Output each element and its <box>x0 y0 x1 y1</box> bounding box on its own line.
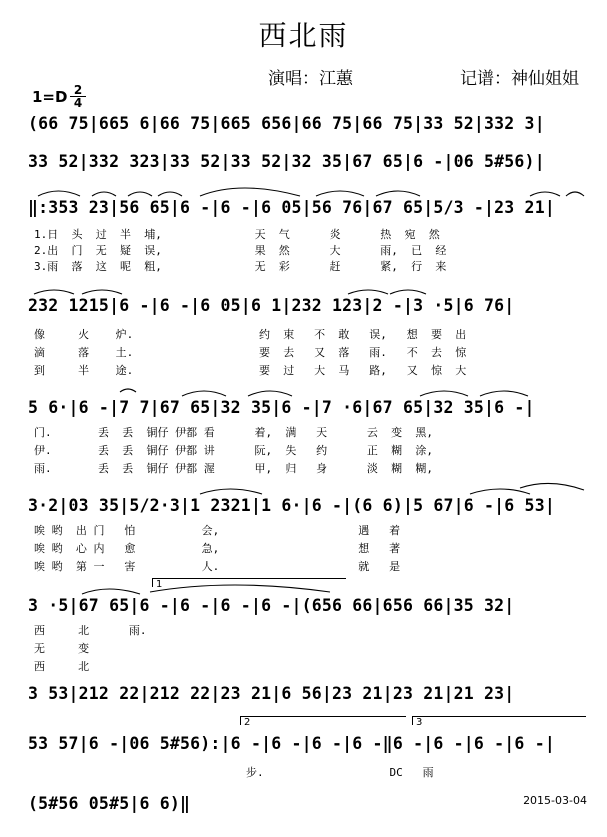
key-signature: 1=D <box>32 88 68 106</box>
lyric-v3-e: 西 北 <box>34 660 90 673</box>
score-line-8: 3 53|212 22|212 22|23 21|6 56|23 21|23 21|21 23| <box>28 684 515 703</box>
lyric-v1-b: 像 火 炉. 约 束 不 敢 误, 想 要 出 <box>34 328 467 341</box>
singer-credit: 演唱：江蕙 <box>268 69 353 89</box>
time-bottom: 4 <box>73 96 83 110</box>
slur <box>348 290 388 294</box>
lyric-v1-d: 唉 哟 出 门 怕 会, 遇 着 <box>34 524 401 537</box>
slur <box>248 391 292 396</box>
score-line-9: 53 57|6 -|06 5#56):|6 -|6 -|6 -|6 -‖6 -|6 -|6 -|6 -| <box>28 734 555 753</box>
lyric-v1-a: 1.日 头 过 半 埔, 天 气 炎 热 宛 然 <box>34 228 440 241</box>
score-line-7: 3 ·5|67 65|6 -|6 -|6 -|6 -|(656 66|656 66|35 32| <box>28 596 515 615</box>
slur <box>530 192 560 196</box>
lyric-v3-d: 唉 哟 第 一 害 人. 就 是 <box>34 560 401 573</box>
slur <box>316 191 364 196</box>
song-title: 西北雨 <box>258 19 349 52</box>
slur <box>92 192 116 196</box>
lyric-ending: 步. DC 雨 <box>246 766 434 779</box>
slur <box>158 192 182 196</box>
score-line-2: 33 52|332 323|33 52|33 52|32 35|67 65|6 -|06 5#56)| <box>28 152 545 171</box>
slur <box>82 290 122 294</box>
third-ending-bracket: 3 <box>412 716 586 725</box>
lyric-v1-e: 西 北 雨. <box>34 624 147 637</box>
slur <box>200 188 300 196</box>
slur <box>128 192 152 196</box>
first-ending-bracket: 1 <box>152 578 346 587</box>
slur <box>120 389 136 392</box>
slur <box>34 290 74 294</box>
lyric-v3-c: 雨. 丢 丢 铜仔 伊都 渥 甲, 归 身 淡 糊 糊, <box>34 462 434 475</box>
second-ending-bracket: 2 <box>240 716 406 725</box>
score-line-6: 3·2|03 35|5/2·3|1 2321|1 6·|6 -|(6 6)|5 67|6 -|6 53| <box>28 496 555 515</box>
score-line-10: (5#56 05#5|6 6)‖ <box>28 794 191 813</box>
score-line-1: (66 75|665 6|66 75|665 656|66 75|66 75|33 52|332 3| <box>28 114 545 133</box>
score-line-3: ‖:353 23|56 65|6 -|6 -|6 05|56 76|67 65|5/3 -|23 21| <box>28 198 555 217</box>
slur <box>566 192 584 196</box>
time-top: 2 <box>70 84 86 97</box>
lyric-v2-a: 2.出 门 无 疑 误, 果 然 大 雨, 已 经 <box>34 244 447 257</box>
scribe-credit: 记谱：神仙姐姐 <box>460 69 579 89</box>
slur <box>82 589 140 594</box>
slur <box>480 391 528 396</box>
lyric-v2-c: 伊. 丢 丢 铜仔 伊都 讲 阮, 失 约 正 糊 涂, <box>34 444 434 457</box>
lyric-v2-b: 滴 落 土. 要 去 又 落 雨. 不 去 惊 <box>34 346 467 359</box>
lyric-v1-c: 门. 丢 丢 铜仔 伊都 看 着, 满 天 云 变 黑, <box>34 426 434 439</box>
score-line-4: 232 1215|6 -|6 -|6 05|6 1|232 123|2 -|3 ·5|6 76| <box>28 296 515 315</box>
score-line-5: 5 6·|6 -|7 7|67 65|32 35|6 -|7 ·6|67 65|32 35|6 -| <box>28 398 535 417</box>
lyric-v3-b: 到 半 途. 要 过 大 马 路, 又 惊 大 <box>34 364 467 377</box>
slur <box>182 391 226 396</box>
slur <box>390 290 426 294</box>
slur <box>420 391 468 396</box>
slur <box>520 483 584 490</box>
slur <box>200 489 262 494</box>
slur <box>470 489 530 494</box>
lyric-v2-d: 唉 哟 心 内 愈 急, 想 著 <box>34 542 401 555</box>
slur <box>376 191 420 196</box>
lyric-v2-e: 无 变 <box>34 642 90 655</box>
transcription-date: 2015-03-04 <box>523 794 587 807</box>
lyric-v3-a: 3.雨 落 这 呢 粗, 无 彩 赶 紧, 行 来 <box>34 260 447 273</box>
slur <box>38 191 80 196</box>
slur <box>150 585 330 592</box>
